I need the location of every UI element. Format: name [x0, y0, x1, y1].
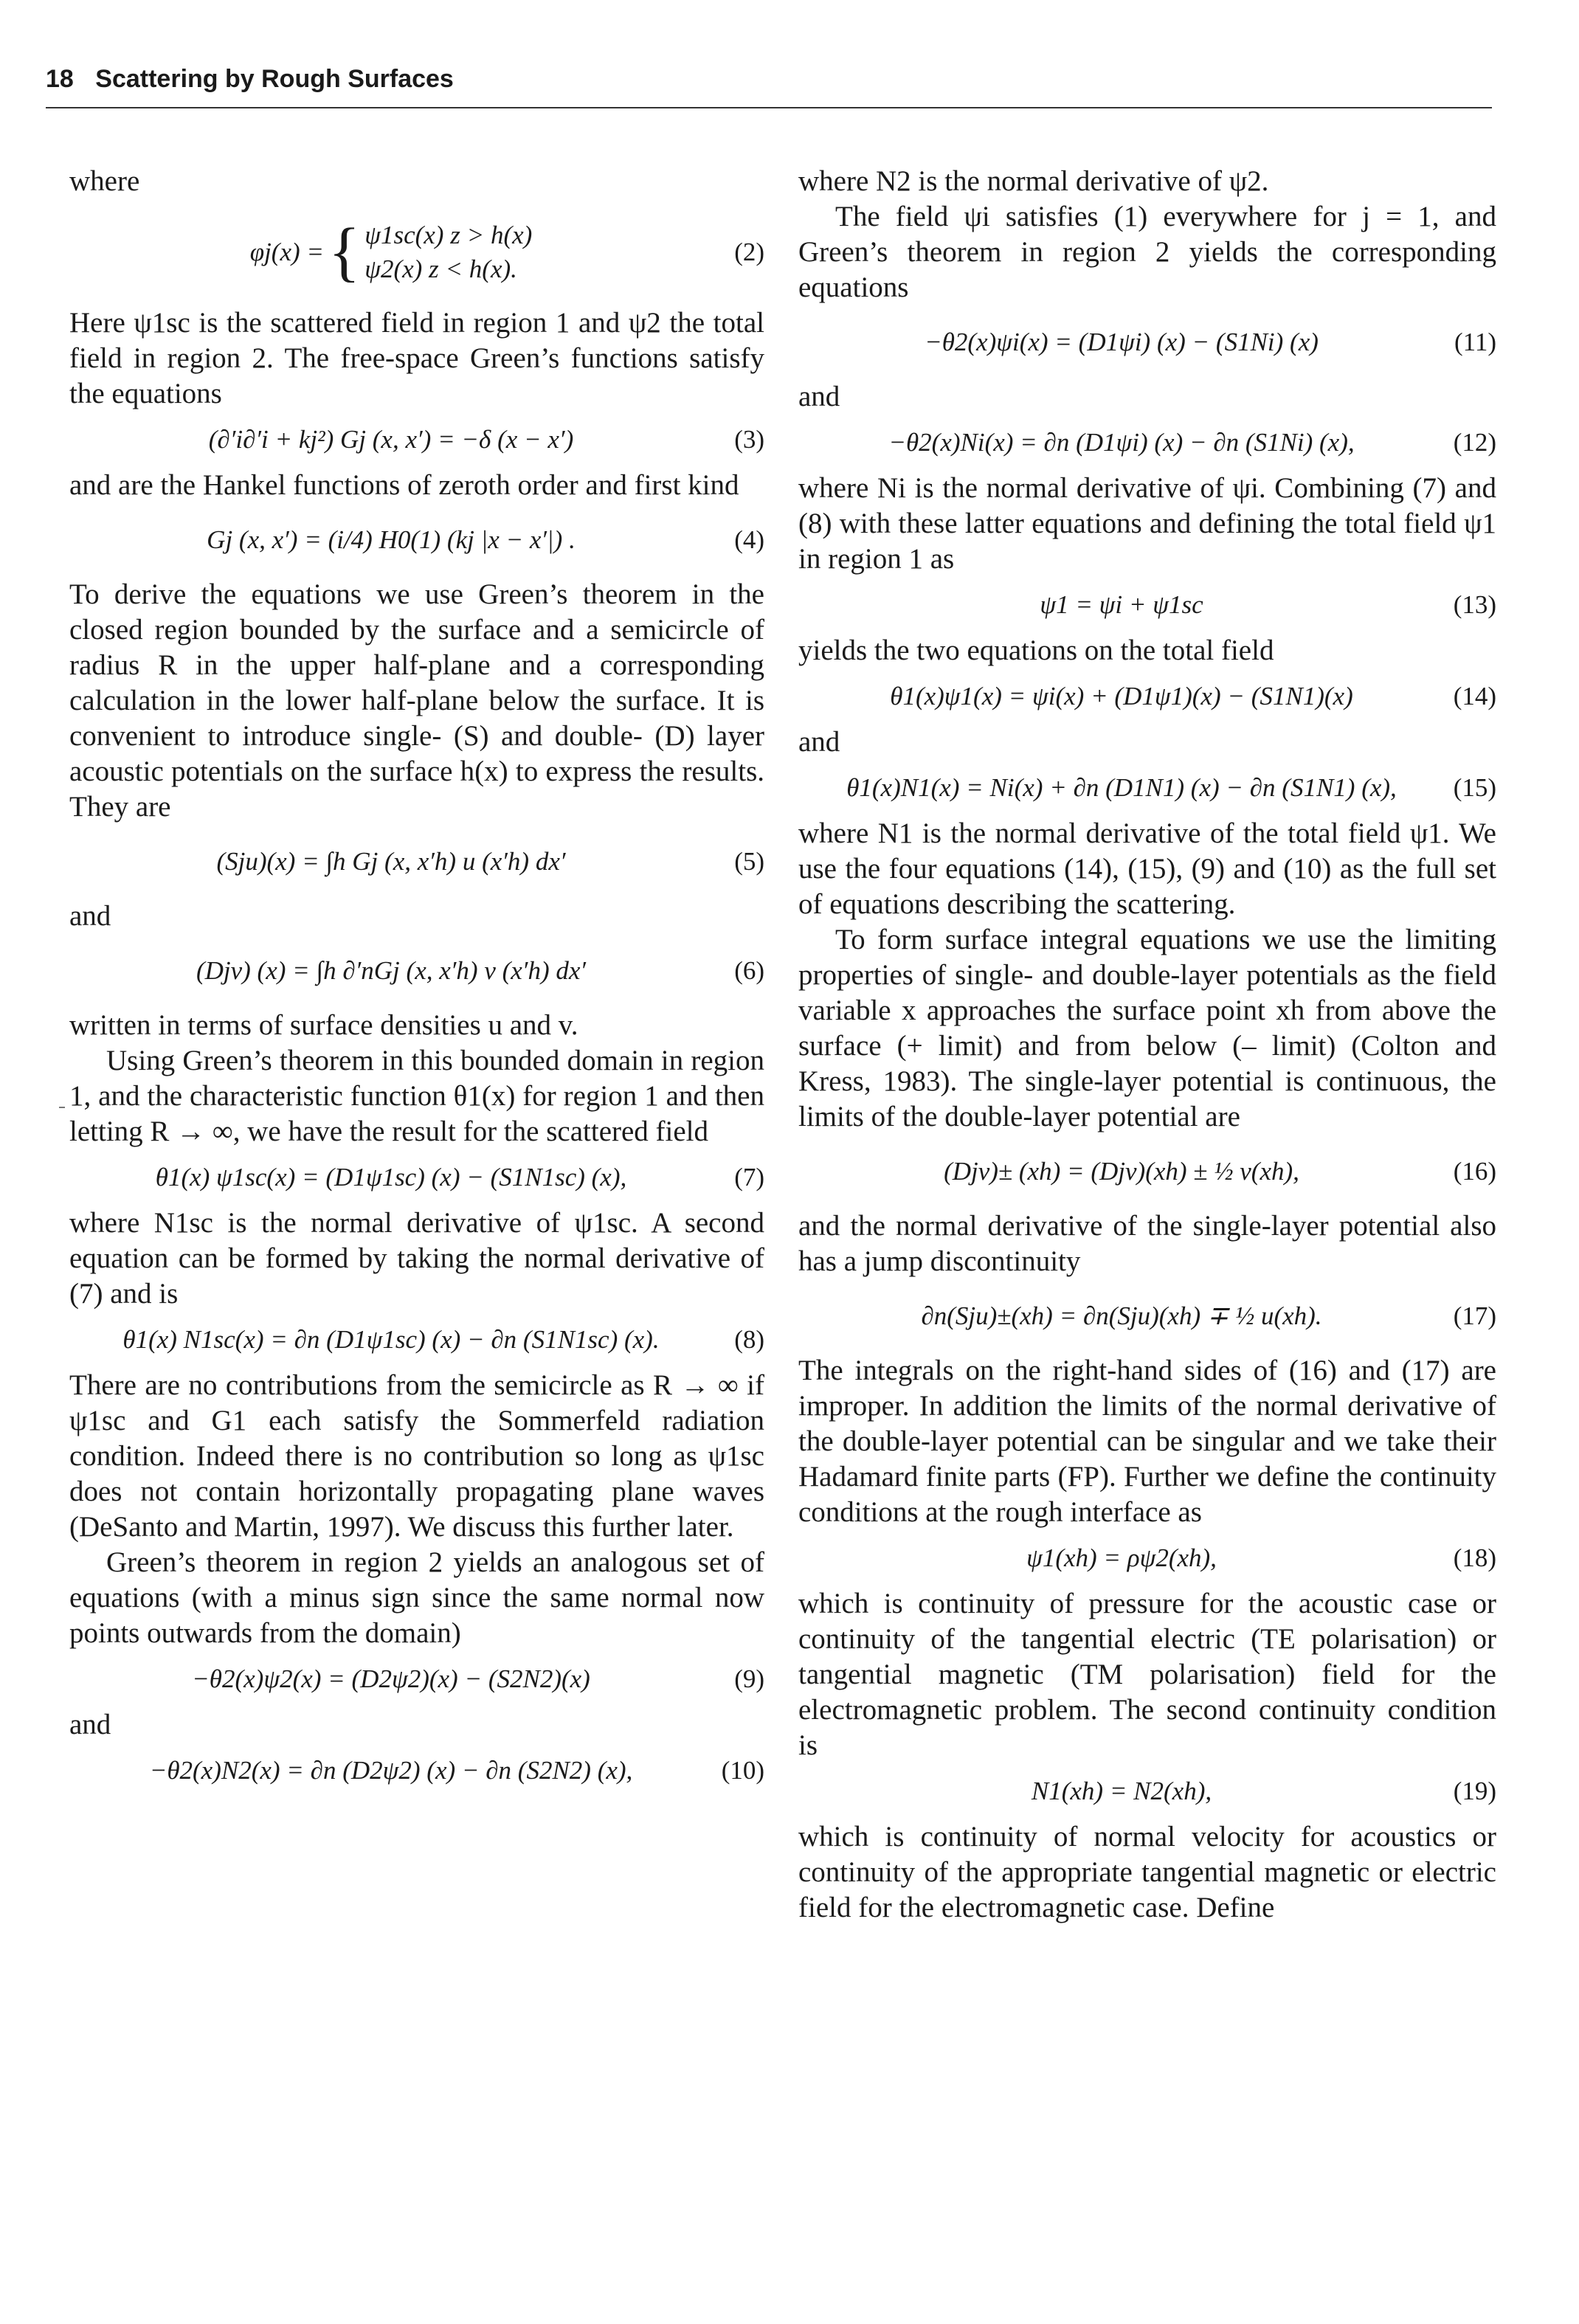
equation-number: (14): [1453, 682, 1496, 710]
equation-text: (Djv) (x) = ∫h ∂′nGj (x, x′h) v (x′h) dx′: [196, 956, 587, 985]
equation-14: [798, 668, 1496, 724]
equation-13: [798, 577, 1496, 633]
equation-17: [798, 1279, 1496, 1353]
paragraph: written in terms of surface densities u and v.: [69, 1009, 578, 1041]
equation-number: (2): [734, 238, 764, 266]
paragraph: where N1sc is the normal derivative of ψ1sc. A second equation can be formed by taking the normal derivative of (7) and is: [69, 1207, 764, 1310]
paragraph: and: [798, 726, 840, 758]
equation-number: (10): [721, 1756, 764, 1785]
paragraph: Using Green’s theorem in this bounded domain in region 1, and the characteristic function θ1(x) for region 1 and then letting R → ∞, we have the result for the scattered field: [69, 1045, 764, 1147]
paragraph: To form surface integral equations we use the limiting properties of single- and double-layer potentials as the field variable x approaches the surface point xh from above the surface (+ limit) and from below (– limit) (Colton and Kress, 1983). The single-layer potential is continuous, the limits of the double-layer potential are: [798, 924, 1496, 1132]
header-rule: [46, 107, 1492, 108]
equation-4: [69, 503, 764, 577]
paragraph: and the normal derivative of the single-layer potential also has a jump discontinuity: [798, 1210, 1496, 1277]
equation-number: (6): [734, 956, 764, 985]
left-column: [69, 164, 764, 1799]
equation-15: [798, 760, 1496, 816]
equation-text: (Sju)(x) = ∫h Gj (x, x′h) u (x′h) dx′: [216, 847, 566, 876]
equation-text: (Djv)± (xh) = (Djv)(xh) ± ½ v(xh),: [944, 1157, 1299, 1186]
equation-6: [69, 934, 764, 1008]
case-1: ψ1sc(x) z > h(x): [364, 221, 533, 249]
equation-lhs: φj(x) =: [249, 238, 325, 266]
equation-number: (5): [734, 847, 764, 876]
paragraph: where: [69, 165, 140, 197]
equation-number: (18): [1453, 1543, 1496, 1572]
equation-text: −θ2(x)ψ2(x) = (D2ψ2)(x) − (S2N2)(x): [192, 1664, 590, 1693]
equation-number: (17): [1453, 1301, 1496, 1330]
case-2: ψ2(x) z < h(x).: [364, 255, 517, 283]
paragraph: where N2 is the normal derivative of ψ2.: [798, 165, 1269, 197]
equation-text: θ1(x)ψ1(x) = ψi(x) + (D1ψ1)(x) − (S1N1)(x): [890, 682, 1353, 710]
paragraph: where N1 is the normal derivative of the total field ψ1. We use the four equations (14), (15), (9) and (10) as the full set of equations describing the scattering.: [798, 817, 1496, 920]
equation-2: [69, 199, 764, 305]
running-header: [46, 65, 1492, 94]
equation-number: (8): [734, 1325, 764, 1354]
equation-text: Gj (x, x′) = (i/4) H0(1) (kj |x − x′|) .: [207, 525, 576, 554]
equation-number: (7): [734, 1163, 764, 1192]
equation-10: [69, 1743, 764, 1799]
equation-19: [798, 1763, 1496, 1819]
equation-18: [798, 1530, 1496, 1586]
page-number: 18: [46, 65, 74, 93]
equation-5: [69, 825, 764, 899]
equation-12: [798, 415, 1496, 471]
equation-number: (16): [1453, 1157, 1496, 1186]
equation-number: (15): [1453, 773, 1496, 802]
paragraph: There are no contributions from the semicircle as R → ∞ if ψ1sc and G1 each satisfy the Sommerfeld radiation condition. Indeed there is no contribution so long as ψ1sc does not contain horizontally propagating plane waves (DeSanto and Martin, 1997). We discuss this further later.: [69, 1369, 764, 1543]
equation-text: θ1(x) ψ1sc(x) = (D1ψ1sc) (x) − (S1N1sc) (x),: [155, 1163, 627, 1192]
paragraph: yields the two equations on the total field: [798, 634, 1274, 666]
equation-number: (4): [734, 525, 764, 554]
equation-3: [69, 412, 764, 468]
equation-11: [798, 305, 1496, 379]
brace-glyph: {: [328, 215, 361, 288]
paragraph: which is continuity of pressure for the acoustic case or continuity of the tangential electric (TE polarisation) or tangential magnetic (TM polarisation) field for the electromagnetic problem. The second continuity condition is: [798, 1588, 1496, 1761]
equation-text: θ1(x)N1(x) = Ni(x) + ∂n (D1N1) (x) − ∂n (S1N1) (x),: [846, 773, 1397, 802]
equation-number: (13): [1453, 590, 1496, 619]
paragraph: and: [798, 381, 840, 412]
equation-number: (11): [1454, 328, 1496, 356]
equation-text: ∂n(Sju)±(xh) = ∂n(Sju)(xh) ∓ ½ u(xh).: [921, 1301, 1322, 1330]
paragraph: Here ψ1sc is the scattered field in region 1 and ψ2 the total field in region 2. The free-space Green’s functions satisfy the equations: [69, 307, 764, 409]
equation-16: [798, 1135, 1496, 1208]
paragraph: To derive the equations we use Green’s theorem in the closed region bounded by the surface and a semicircle of radius R in the upper half-plane and a corresponding calculation in the lower half-plane below the surface. It is convenient to introduce single- (S) and double- (D) layer acoustic potentials on the surface h(x) to express the results. They are: [69, 578, 764, 823]
equation-text: N1(xh) = N2(xh),: [1031, 1777, 1212, 1805]
equation-number: (19): [1453, 1777, 1496, 1805]
equation-text: ψ1(xh) = ρψ2(xh),: [1026, 1543, 1217, 1572]
paragraph: which is continuity of normal velocity for acoustics or continuity of the appropriate tangential magnetic or electric field for the electromagnetic case. Define: [798, 1821, 1496, 1923]
equation-number: (9): [734, 1664, 764, 1693]
paragraph: The field ψi satisfies (1) everywhere for j = 1, and Green’s theorem in region 2 yields the corresponding equations: [798, 201, 1496, 303]
equation-text: −θ2(x)ψi(x) = (D1ψi) (x) − (S1Ni) (x): [925, 328, 1319, 356]
paragraph: and: [69, 1709, 111, 1740]
paragraph: where Ni is the normal derivative of ψi. Combining (7) and (8) with these latter equations and defining the total field ψ1 in region 1 as: [798, 472, 1496, 575]
margin-mark: [59, 1107, 65, 1108]
running-title: Scattering by Rough Surfaces: [95, 65, 454, 93]
equation-number: (12): [1453, 428, 1496, 457]
paragraph: Green’s theorem in region 2 yields an analogous set of equations (with a minus sign since the same normal now points outwards from the domain): [69, 1546, 764, 1649]
equation-text: ψ1 = ψi + ψ1sc: [1040, 590, 1203, 619]
paragraph: The integrals on the right-hand sides of (16) and (17) are improper. In addition the limits of the normal derivative of the double-layer potential can be singular and we take their Hadamard finite parts (FP). Further we define the continuity conditions at the rough interface as: [798, 1355, 1496, 1528]
paragraph: and are the Hankel functions of zeroth order and first kind: [69, 469, 739, 501]
equation-text: (∂′i∂′i + kj²) Gj (x, x′) = −δ (x − x′): [208, 425, 574, 454]
equation-text: −θ2(x)N2(x) = ∂n (D2ψ2) (x) − ∂n (S2N2) (x),: [149, 1756, 633, 1785]
equation-cases: [364, 218, 532, 286]
right-column: [798, 164, 1496, 1926]
equation-text: −θ2(x)Ni(x) = ∂n (D1ψi) (x) − ∂n (S1Ni) (x),: [888, 428, 1355, 457]
equation-text: θ1(x) N1sc(x) = ∂n (D1ψ1sc) (x) − ∂n (S1N1sc) (x).: [122, 1325, 660, 1354]
paragraph: and: [69, 900, 111, 932]
equation-number: (3): [734, 425, 764, 454]
equation-9: [69, 1651, 764, 1707]
equation-7: [69, 1149, 764, 1206]
equation-8: [69, 1312, 764, 1368]
